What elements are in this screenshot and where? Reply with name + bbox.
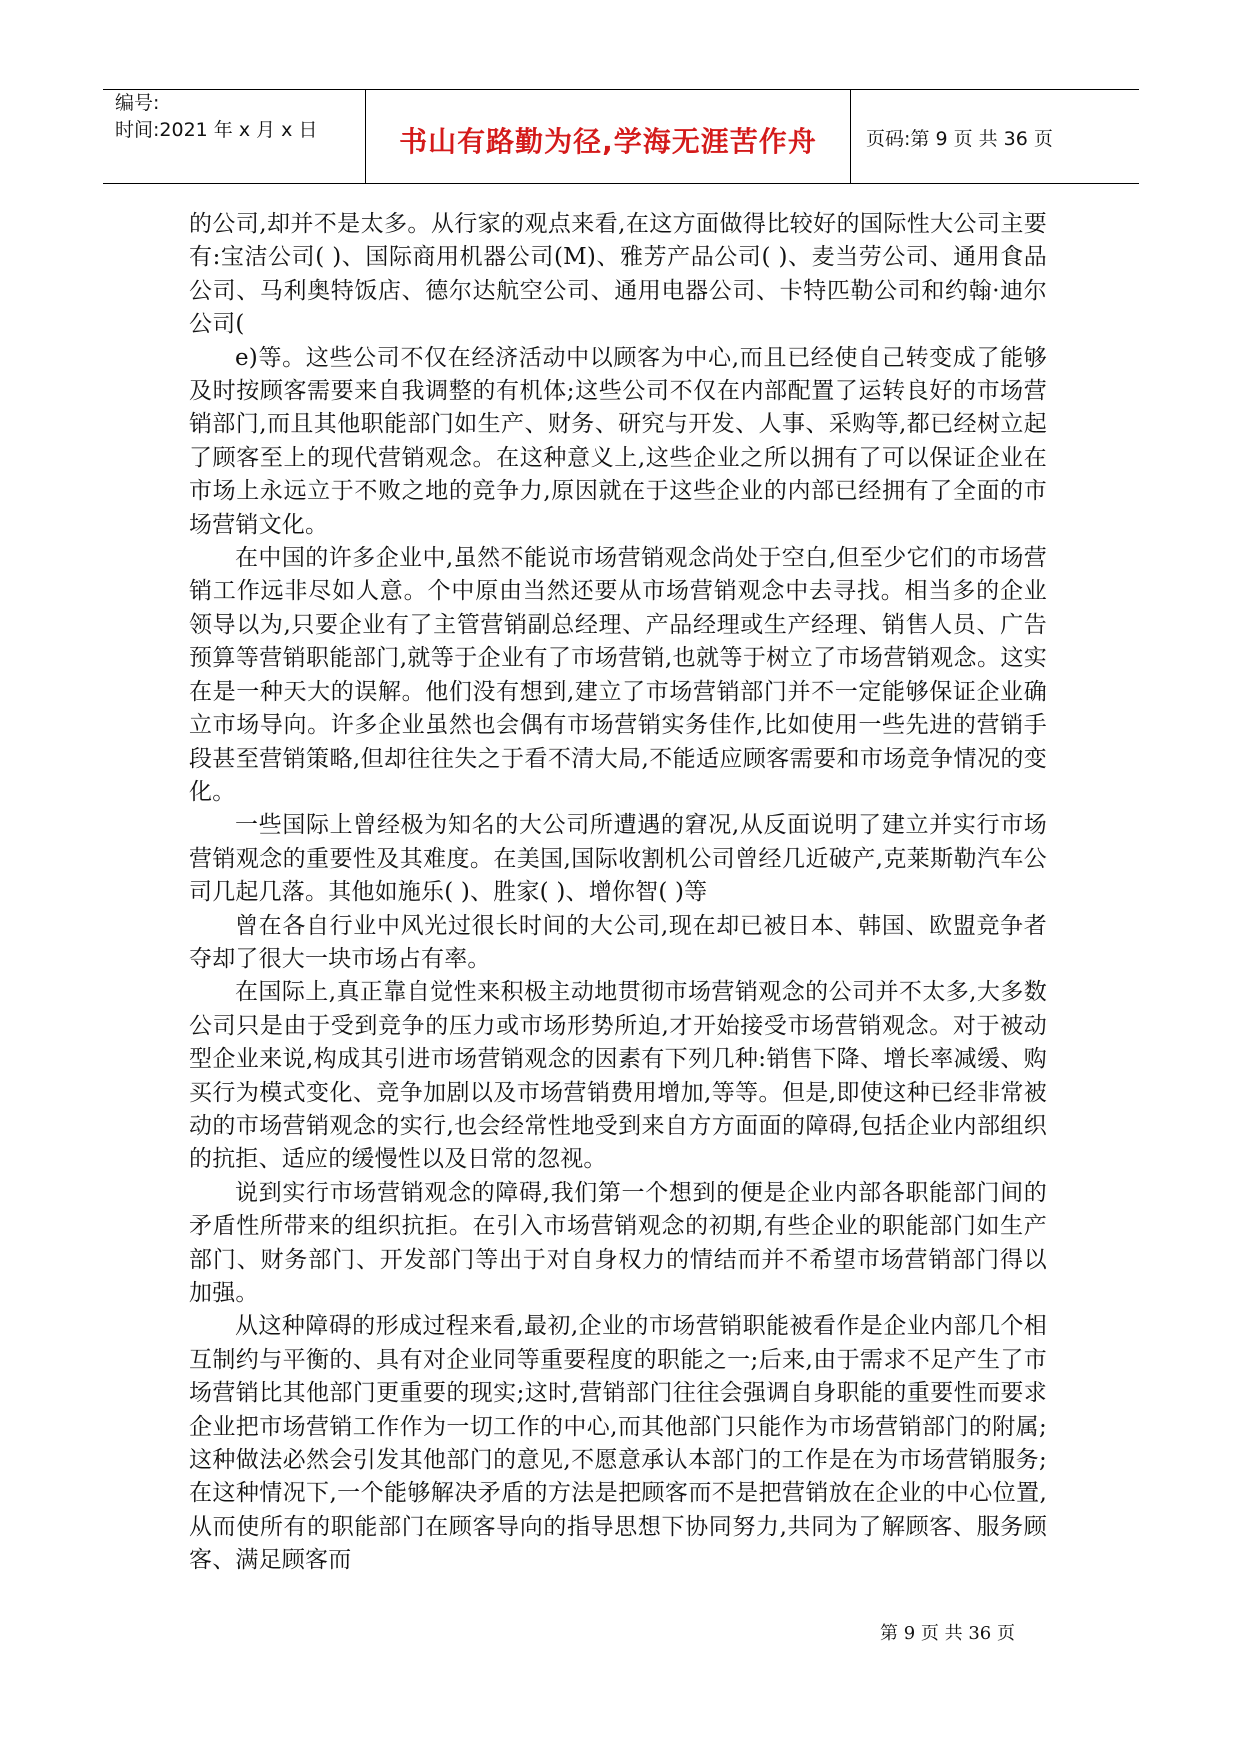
paragraph: 在中国的许多企业中,虽然不能说市场营销观念尚处于空白,但至少它们的市场营销工作远非尽如人意。个中原由当然还要从市场营销观念中去寻找。相当多的企业领导以为,只要企业有了主管营销副总经理、产品经理或生产经理、销售人员、广告预算等营销职能部门,就等于企业有了市场营销,也就等于树立了市场营销观念。这实在是一种天大的误解。他们没有想到,建立了市场营销部门并不一定能够保证企业确立市场导向。许多企业虽然也会偶有市场营销实务佳作,比如使用一些先进的营销手段甚至营销策略,但却往往失之于看不清大局,不能适应顾客需要和市场竞争情况的变化。 — [189, 545, 1047, 805]
paragraph: 从这种障碍的形成过程来看,最初,企业的市场营销职能被看作是企业内部几个相互制约与平衡的、具有对企业同等重要程度的职能之一;后来,由于需求不足产生了市场营销比其他部门更重要的现实;这时,营销部门往往会强调自身职能的重要性而要求企业把市场营销工作作为一切工作的中心,而其他部门只能作为市场营销部门的附属;这种做法必然会引发其他部门的意见,不愿意承认本部门的工作是在为市场营销服务;在这种情况下,一个能够解决矛盾的方法是把顾客而不是把营销放在企业的中心位置,从而使所有的职能部门在顾客导向的指导思想下协同努力,共同为了解顾客、服务顾客、满足顾客而 — [189, 1313, 1047, 1574]
paragraph: e)等。这些公司不仅在经济活动中以顾客为中心,而且已经使自己转变成了能够及时按顾客需要来自我调整的有机体;这些公司不仅在内部配置了运转良好的市场营销部门,而且其他职能部门如生产、财务、研究与开发、人事、采购等,都已经树立起了顾客至上的现代营销观念。在这种意义上,这些企业之所以拥有了可以保证企业在市场上永远立于不败之地的竞争力,原因就在于这些企业的内部已经拥有了全面的市场营销文化。 — [189, 344, 1047, 538]
header-meta-cell — [103, 90, 366, 183]
header-page-info: 页码:第 9 页 共 36 页 — [866, 128, 1053, 150]
header-page-cell — [851, 90, 1139, 183]
document-time-label: 时间:2021 年 x 月 x 日 — [115, 119, 318, 141]
paragraph-continuation: 的公司,却并不是太多。从行家的观点来看,在这方面做得比较好的国际性大公司主要有:宝洁公司( )、国际商用机器公司(M)、雅芳产品公司( )、麦当劳公司、通用食品公司、马利奥特饭店、德尔达航空公司、通用电器公司、卡特匹勒公司和约翰·迪尔公司( — [189, 211, 1047, 338]
paragraph: 曾在各自行业中风光过很长时间的大公司,现在却已被日本、韩国、欧盟竞争者夺却了很大一块市场占有率。 — [189, 912, 1047, 972]
document-body — [189, 208, 1047, 1578]
page-header — [103, 89, 1139, 184]
paragraph: 在国际上,真正靠自觉性来积极主动地贯彻市场营销观念的公司并不太多,大多数公司只是由于受到竞争的压力或市场形势所迫,才开始接受市场营销观念。对于被动型企业来说,构成其引进市场营销观念的因素有下列几种:销售下降、增长率减缓、购买行为模式变化、竞争加剧以及市场营销费用增加,等等。但是,即使这种已经非常被动的市场营销观念的实行,也会经常性地受到来自方方面面的障碍,包括企业内部组织的抗拒、适应的缓慢性以及日常的忽视。 — [189, 979, 1047, 1173]
page-footer-number: 第 9 页 共 36 页 — [880, 1623, 1015, 1644]
header-motto: 书山有路勤为径,学海无涯苦作舟 — [399, 125, 817, 158]
header-motto-cell — [366, 90, 851, 183]
document-number-label: 编号: — [115, 92, 160, 114]
paragraph: 一些国际上曾经极为知名的大公司所遭遇的窘况,从反面说明了建立并实行市场营销观念的重要性及其难度。在美国,国际收割机公司曾经几近破产,克莱斯勒汽车公司几起几落。其他如施乐( )、胜家( )、增你智( )等 — [189, 812, 1047, 906]
paragraph: 说到实行市场营销观念的障碍,我们第一个想到的便是企业内部各职能部门间的矛盾性所带来的组织抗拒。在引入市场营销观念的初期,有些企业的职能部门如生产部门、财务部门、开发部门等出于对自身权力的情结而并不希望市场营销部门得以加强。 — [189, 1179, 1047, 1306]
